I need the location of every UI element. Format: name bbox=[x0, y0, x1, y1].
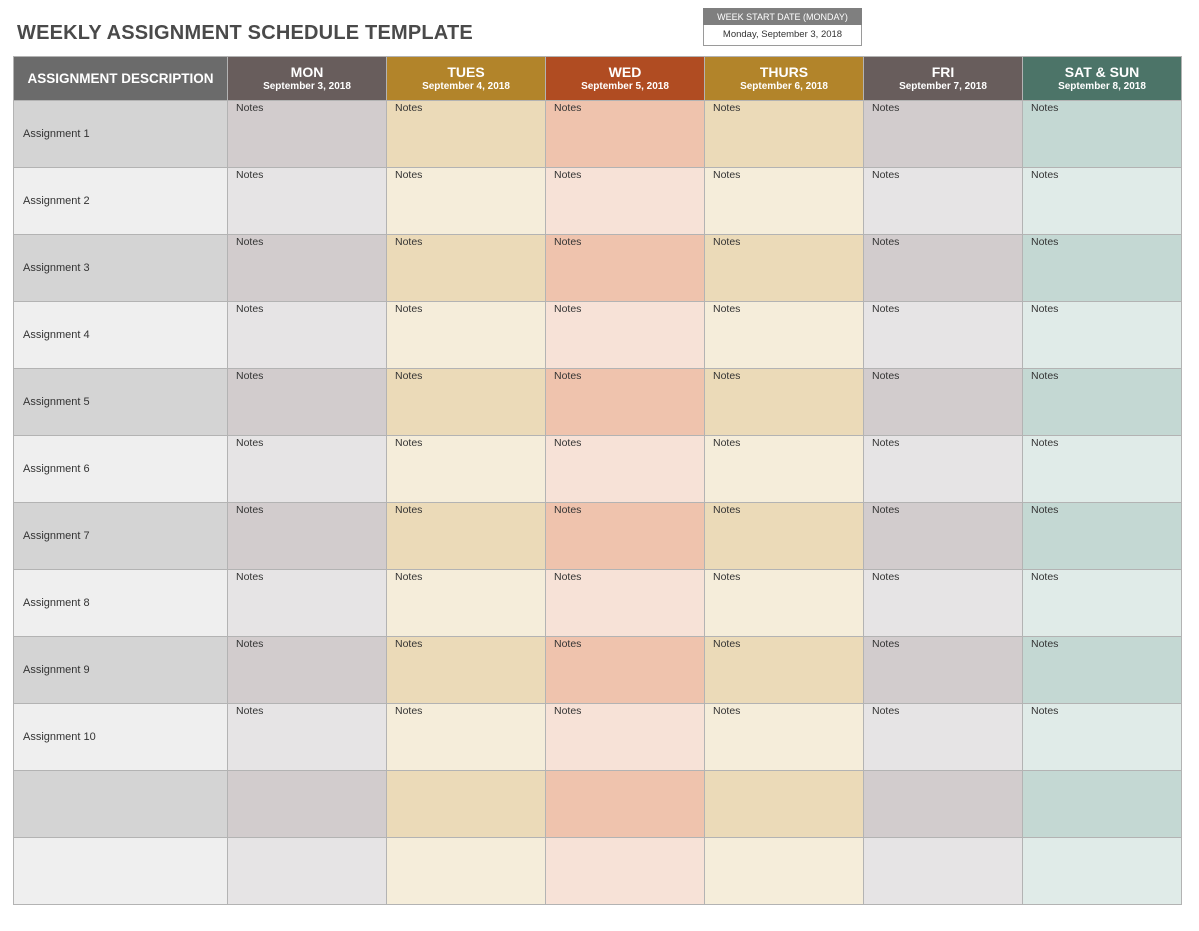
day-cell[interactable] bbox=[387, 704, 546, 771]
notes-label: Notes bbox=[236, 638, 264, 650]
notes-label: Notes bbox=[1031, 303, 1059, 315]
day-cell[interactable] bbox=[864, 168, 1023, 235]
day-cell[interactable] bbox=[864, 302, 1023, 369]
schedule-row bbox=[14, 101, 1182, 168]
day-cell[interactable] bbox=[864, 570, 1023, 637]
schedule-row bbox=[14, 838, 1182, 905]
day-cell[interactable] bbox=[864, 503, 1023, 570]
day-cell[interactable] bbox=[387, 838, 546, 905]
notes-label: Notes bbox=[1031, 705, 1059, 717]
day-cell[interactable] bbox=[546, 168, 705, 235]
notes-label: Notes bbox=[713, 303, 741, 315]
day-cell[interactable] bbox=[228, 704, 387, 771]
day-date: September 5, 2018 bbox=[581, 81, 669, 92]
page-title: WEEKLY ASSIGNMENT SCHEDULE TEMPLATE bbox=[17, 22, 473, 44]
day-cell[interactable] bbox=[705, 771, 864, 838]
day-header-thurs bbox=[705, 57, 864, 101]
schedule-row bbox=[14, 168, 1182, 235]
day-cell[interactable] bbox=[387, 637, 546, 704]
notes-label: Notes bbox=[713, 638, 741, 650]
notes-label: Notes bbox=[872, 236, 900, 248]
day-cell[interactable] bbox=[705, 235, 864, 302]
assignment-description-cell[interactable]: Assignment 5 bbox=[14, 369, 228, 436]
notes-label: Notes bbox=[554, 303, 582, 315]
notes-label bbox=[546, 771, 704, 772]
notes-label: Notes bbox=[554, 370, 582, 382]
notes-label: Notes bbox=[1031, 437, 1059, 449]
schedule-body bbox=[14, 101, 1182, 905]
day-cell[interactable] bbox=[228, 771, 387, 838]
day-cell[interactable] bbox=[228, 637, 387, 704]
day-date: September 3, 2018 bbox=[263, 81, 351, 92]
notes-label: Notes bbox=[713, 705, 741, 717]
notes-label: Notes bbox=[554, 705, 582, 717]
assignment-description-cell[interactable]: Assignment 10 bbox=[14, 704, 228, 771]
assignment-description-cell[interactable]: Assignment 3 bbox=[14, 235, 228, 302]
day-name: FRI bbox=[931, 64, 955, 80]
day-cell[interactable] bbox=[546, 302, 705, 369]
notes-label: Notes bbox=[872, 169, 900, 181]
day-cell[interactable] bbox=[546, 235, 705, 302]
week-start-date-label: WEEK START DATE (MONDAY) bbox=[703, 8, 862, 25]
day-cell[interactable] bbox=[864, 101, 1023, 168]
day-cell[interactable] bbox=[546, 369, 705, 436]
day-cell[interactable] bbox=[228, 101, 387, 168]
notes-label: Notes bbox=[872, 638, 900, 650]
day-cell[interactable] bbox=[387, 302, 546, 369]
schedule-row bbox=[14, 503, 1182, 570]
assignment-description-cell[interactable]: Assignment 6 bbox=[14, 436, 228, 503]
notes-label: Notes bbox=[1031, 236, 1059, 248]
day-cell[interactable] bbox=[228, 168, 387, 235]
notes-label: Notes bbox=[395, 236, 423, 248]
notes-label: Notes bbox=[236, 102, 264, 114]
notes-label: Notes bbox=[554, 102, 582, 114]
schedule-row bbox=[14, 302, 1182, 369]
day-cell[interactable] bbox=[864, 637, 1023, 704]
day-cell[interactable] bbox=[705, 436, 864, 503]
notes-label: Notes bbox=[236, 437, 264, 449]
day-cell[interactable] bbox=[1023, 235, 1182, 302]
header-row bbox=[14, 57, 1182, 101]
notes-label: Notes bbox=[236, 705, 264, 717]
schedule-row bbox=[14, 570, 1182, 637]
day-cell[interactable] bbox=[387, 369, 546, 436]
notes-label bbox=[228, 771, 386, 772]
assignment-description-cell[interactable]: Assignment 8 bbox=[14, 570, 228, 637]
day-name: MON bbox=[290, 64, 324, 80]
day-cell[interactable] bbox=[387, 436, 546, 503]
notes-label: Notes bbox=[395, 638, 423, 650]
day-cell[interactable] bbox=[546, 101, 705, 168]
notes-label: Notes bbox=[395, 102, 423, 114]
day-cell[interactable] bbox=[546, 503, 705, 570]
notes-label: Notes bbox=[554, 638, 582, 650]
notes-label: Notes bbox=[1031, 638, 1059, 650]
day-cell[interactable] bbox=[864, 771, 1023, 838]
day-cell[interactable] bbox=[864, 436, 1023, 503]
notes-label: Notes bbox=[236, 236, 264, 248]
day-cell[interactable] bbox=[546, 838, 705, 905]
day-cell[interactable] bbox=[387, 101, 546, 168]
day-cell[interactable] bbox=[387, 235, 546, 302]
notes-label: Notes bbox=[236, 504, 264, 516]
day-cell[interactable] bbox=[1023, 570, 1182, 637]
notes-label: Notes bbox=[395, 370, 423, 382]
notes-label: Notes bbox=[554, 169, 582, 181]
day-header-fri bbox=[864, 57, 1023, 101]
day-header-mon bbox=[228, 57, 387, 101]
notes-label: Notes bbox=[554, 236, 582, 248]
notes-label: Notes bbox=[872, 571, 900, 583]
day-header-wed bbox=[546, 57, 705, 101]
notes-label: Notes bbox=[872, 437, 900, 449]
day-name: TUES bbox=[447, 64, 485, 80]
day-cell[interactable] bbox=[546, 570, 705, 637]
notes-label: Notes bbox=[872, 705, 900, 717]
notes-label: Notes bbox=[713, 236, 741, 248]
day-header-tues bbox=[387, 57, 546, 101]
notes-label: Notes bbox=[554, 437, 582, 449]
day-cell[interactable] bbox=[1023, 302, 1182, 369]
notes-label: Notes bbox=[713, 437, 741, 449]
assignment-description-cell[interactable]: Assignment 7 bbox=[14, 503, 228, 570]
day-cell[interactable] bbox=[705, 838, 864, 905]
notes-label bbox=[228, 838, 386, 839]
notes-label bbox=[705, 771, 863, 772]
notes-label bbox=[1023, 838, 1181, 839]
day-cell[interactable] bbox=[705, 704, 864, 771]
schedule-row bbox=[14, 771, 1182, 838]
notes-label bbox=[864, 838, 1022, 839]
day-header-sat-sun bbox=[1023, 57, 1182, 101]
day-cell[interactable] bbox=[864, 235, 1023, 302]
day-cell[interactable] bbox=[228, 302, 387, 369]
assignment-description-cell[interactable]: Assignment 1 bbox=[14, 101, 228, 168]
day-cell[interactable] bbox=[705, 101, 864, 168]
day-cell[interactable] bbox=[228, 503, 387, 570]
day-cell[interactable] bbox=[1023, 838, 1182, 905]
week-start-date-value[interactable]: Monday, September 3, 2018 bbox=[703, 25, 862, 46]
day-cell[interactable] bbox=[387, 771, 546, 838]
day-cell[interactable] bbox=[864, 838, 1023, 905]
day-cell[interactable] bbox=[1023, 771, 1182, 838]
notes-label: Notes bbox=[1031, 169, 1059, 181]
notes-label: Notes bbox=[713, 504, 741, 516]
notes-label: Notes bbox=[236, 571, 264, 583]
day-cell[interactable] bbox=[1023, 637, 1182, 704]
assignment-description-cell[interactable] bbox=[14, 771, 228, 838]
day-name: WED bbox=[608, 64, 642, 80]
day-cell[interactable] bbox=[228, 235, 387, 302]
day-cell[interactable] bbox=[705, 369, 864, 436]
day-cell[interactable] bbox=[1023, 369, 1182, 436]
day-name: SAT & SUN bbox=[1064, 64, 1140, 80]
day-cell[interactable] bbox=[228, 369, 387, 436]
notes-label: Notes bbox=[236, 370, 264, 382]
notes-label: Notes bbox=[872, 370, 900, 382]
notes-label: Notes bbox=[236, 303, 264, 315]
day-cell[interactable] bbox=[546, 704, 705, 771]
assignment-description-cell[interactable]: Assignment 2 bbox=[14, 168, 228, 235]
schedule-row bbox=[14, 637, 1182, 704]
day-date: September 4, 2018 bbox=[422, 81, 510, 92]
notes-label: Notes bbox=[713, 169, 741, 181]
day-cell[interactable] bbox=[705, 637, 864, 704]
day-cell[interactable] bbox=[864, 704, 1023, 771]
notes-label: Notes bbox=[713, 571, 741, 583]
notes-label: Notes bbox=[713, 370, 741, 382]
day-name: THURS bbox=[759, 64, 809, 80]
notes-label: Notes bbox=[554, 504, 582, 516]
day-cell[interactable] bbox=[387, 168, 546, 235]
day-cell[interactable] bbox=[546, 436, 705, 503]
notes-label: Notes bbox=[395, 571, 423, 583]
notes-label bbox=[387, 838, 545, 839]
notes-label bbox=[546, 838, 704, 839]
day-cell[interactable] bbox=[228, 436, 387, 503]
notes-label: Notes bbox=[1031, 571, 1059, 583]
notes-label bbox=[864, 771, 1022, 772]
day-cell[interactable] bbox=[546, 771, 705, 838]
notes-label: Notes bbox=[395, 303, 423, 315]
notes-label bbox=[387, 771, 545, 772]
notes-label: Notes bbox=[395, 437, 423, 449]
day-cell[interactable] bbox=[1023, 503, 1182, 570]
day-cell[interactable] bbox=[387, 570, 546, 637]
day-date: September 7, 2018 bbox=[899, 81, 987, 92]
schedule-row bbox=[14, 235, 1182, 302]
day-cell[interactable] bbox=[1023, 101, 1182, 168]
notes-label: Notes bbox=[872, 303, 900, 315]
day-date: September 8, 2018 bbox=[1058, 81, 1146, 92]
notes-label: Notes bbox=[872, 102, 900, 114]
schedule-row bbox=[14, 704, 1182, 771]
week-start-date-box bbox=[703, 8, 862, 46]
notes-label: Notes bbox=[1031, 370, 1059, 382]
notes-label: Notes bbox=[554, 571, 582, 583]
notes-label: Notes bbox=[713, 102, 741, 114]
day-cell[interactable] bbox=[705, 503, 864, 570]
day-cell[interactable] bbox=[228, 570, 387, 637]
assignment-description-header: ASSIGNMENT DESCRIPTION bbox=[14, 57, 228, 101]
day-date: September 6, 2018 bbox=[740, 81, 828, 92]
notes-label: Notes bbox=[872, 504, 900, 516]
notes-label: Notes bbox=[236, 169, 264, 181]
day-cell[interactable] bbox=[1023, 168, 1182, 235]
notes-label bbox=[705, 838, 863, 839]
schedule-row bbox=[14, 369, 1182, 436]
notes-label: Notes bbox=[395, 169, 423, 181]
day-cell[interactable] bbox=[705, 302, 864, 369]
day-cell[interactable] bbox=[1023, 436, 1182, 503]
schedule-row bbox=[14, 436, 1182, 503]
schedule-table bbox=[13, 56, 1182, 905]
notes-label: Notes bbox=[395, 504, 423, 516]
notes-label: Notes bbox=[395, 705, 423, 717]
assignment-description-cell[interactable]: Assignment 4 bbox=[14, 302, 228, 369]
day-cell[interactable] bbox=[387, 503, 546, 570]
day-cell[interactable] bbox=[705, 570, 864, 637]
day-cell[interactable] bbox=[1023, 704, 1182, 771]
notes-label: Notes bbox=[1031, 102, 1059, 114]
notes-label: Notes bbox=[1031, 504, 1059, 516]
assignment-description-cell[interactable] bbox=[14, 838, 228, 905]
day-cell[interactable] bbox=[228, 838, 387, 905]
assignment-description-cell[interactable]: Assignment 9 bbox=[14, 637, 228, 704]
day-cell[interactable] bbox=[705, 168, 864, 235]
notes-label bbox=[1023, 771, 1181, 772]
day-cell[interactable] bbox=[546, 637, 705, 704]
day-cell[interactable] bbox=[864, 369, 1023, 436]
